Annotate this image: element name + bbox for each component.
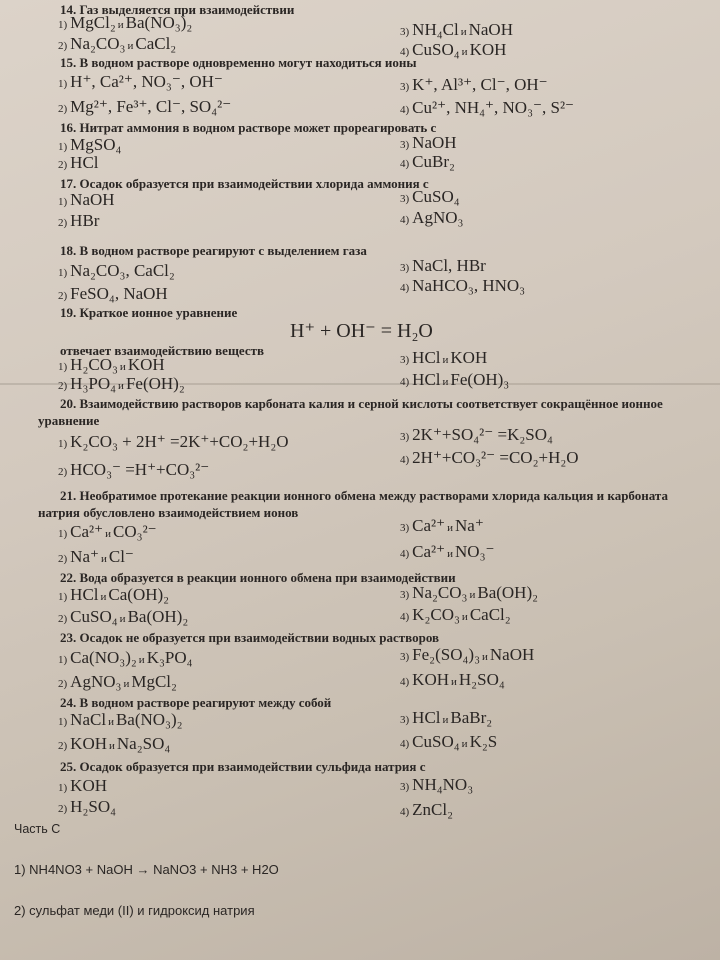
option-substance-a: CuSO₄ — [412, 40, 460, 59]
option-substance-a: KOH — [70, 776, 108, 795]
option-number: 1) — [58, 438, 68, 450]
q18-option-4 — [400, 276, 525, 296]
q17-option-3 — [400, 187, 460, 207]
option-substance-a: NaCl, HBr — [412, 256, 486, 275]
option-number: 1) — [58, 716, 68, 728]
option-number: 4) — [400, 738, 410, 750]
option-substance-b: Ba(OH)₂ — [127, 607, 189, 626]
option-substance-a: FeSO₄, NaOH — [70, 284, 168, 303]
option-substance-a: H₂CO₃ — [70, 355, 118, 374]
option-number: 3) — [400, 781, 410, 793]
option-substance-b: CO₃²⁻ — [113, 522, 157, 541]
option-substance-a: HCl — [70, 585, 99, 604]
option-number: 1) — [58, 78, 68, 90]
option-substance-a: AgNO₃ — [70, 672, 122, 691]
q19-option-3 — [400, 348, 487, 368]
option-number: 2) — [58, 40, 68, 52]
option-number: 4) — [400, 158, 410, 170]
q15-option-4 — [400, 98, 574, 118]
q24-option-2 — [58, 734, 170, 754]
option-number: 3) — [400, 193, 410, 205]
q16-option-4 — [400, 152, 455, 172]
q22-text: 22. Вода образуется в реакции ионного обмена при взаимодействии — [60, 570, 456, 585]
option-number: 2) — [58, 380, 68, 392]
option-number: 4) — [400, 46, 410, 58]
option-conjunction: и — [461, 611, 468, 623]
option-conjunction: и — [105, 528, 112, 540]
option-conjunction: и — [447, 548, 454, 560]
option-number: 3) — [400, 714, 410, 726]
option-conjunction: и — [461, 738, 468, 750]
q19-option-2 — [58, 374, 185, 394]
option-substance-b: Fe(OH)₃ — [450, 370, 510, 389]
q16-option-3 — [400, 133, 457, 153]
option-substance-a: KOH — [70, 734, 108, 753]
option-substance-b: Na₂SO₄ — [116, 734, 171, 753]
option-substance-a: CuSO₄ — [70, 607, 118, 626]
option-number: 1) — [58, 267, 68, 279]
option-number: 2) — [58, 466, 68, 478]
q15-option-2 — [58, 97, 231, 117]
option-conjunction: и — [119, 361, 126, 373]
option-substance-a: 2H⁺+CO₃²⁻ =CO₂+H₂O — [412, 448, 579, 467]
q23-option-3 — [400, 645, 534, 665]
q15-option-1 — [58, 72, 223, 92]
option-conjunction: и — [117, 19, 124, 31]
option-substance-a: K⁺, Al³⁺, Cl⁻, OH⁻ — [412, 75, 548, 94]
option-substance-a: HCO₃⁻ =H⁺+CO₃²⁻ — [70, 460, 210, 479]
option-number: 1) — [58, 654, 68, 666]
option-number: 2) — [58, 740, 68, 752]
option-substance-a: H⁺, Ca²⁺, NO₃⁻, OH⁻ — [70, 72, 223, 91]
option-substance-b: Ca(OH)₂ — [108, 585, 170, 604]
option-number: 3) — [400, 354, 410, 366]
option-number: 1) — [58, 141, 68, 153]
q25-option-4 — [400, 800, 453, 820]
option-substance-a: H₃PO₄ — [70, 374, 117, 393]
option-number: 1) — [58, 591, 68, 603]
q22-option-4 — [400, 605, 511, 625]
option-substance-a: Mg²⁺, Fe³⁺, Cl⁻, SO₄²⁻ — [70, 97, 232, 116]
option-conjunction: и — [442, 376, 449, 388]
option-number: 3) — [400, 26, 410, 38]
option-substance-b: NaOH — [489, 645, 535, 664]
q20-option-3 — [400, 425, 553, 445]
q18-text: 18. В водном растворе реагируют с выделением газа — [60, 243, 367, 258]
q17-text: 17. Осадок образуется при взаимодействии хлорида аммония с — [60, 176, 429, 191]
option-substance-a: Na⁺ — [70, 547, 99, 566]
q19-option-1 — [58, 355, 165, 375]
q23-option-2 — [58, 672, 177, 692]
option-substance-a: KOH — [412, 670, 450, 689]
q24-option-1 — [58, 710, 183, 730]
q16-option-2 — [58, 153, 99, 173]
option-substance-a: HBr — [70, 211, 100, 230]
option-substance-a: NH₄Cl — [412, 20, 459, 39]
option-substance-b: Cl⁻ — [108, 547, 134, 566]
q14-option-2 — [58, 34, 176, 54]
option-substance-a: ZnCl₂ — [412, 800, 454, 819]
answer-line-2: 2) сульфат меди (II) и гидроксид натрия — [14, 903, 255, 918]
q17-option-1 — [58, 190, 115, 210]
option-conjunction: и — [447, 522, 454, 534]
option-conjunction: и — [442, 714, 449, 726]
option-conjunction: и — [451, 676, 457, 688]
q19-text: 19. Краткое ионное уравнение — [60, 305, 238, 320]
option-number: 4) — [400, 676, 410, 688]
option-number: 4) — [400, 548, 410, 560]
q25-option-2 — [58, 797, 116, 817]
option-number: 2) — [58, 553, 68, 565]
option-conjunction: и — [118, 380, 124, 392]
q20-option-2 — [58, 460, 209, 480]
option-substance-a: Na₂CO₃ — [70, 34, 126, 53]
option-substance-a: CuBr₂ — [412, 152, 455, 171]
option-substance-a: MgCl₂ — [70, 13, 116, 32]
option-number: 4) — [400, 376, 410, 388]
option-substance-b: CaCl₂ — [135, 34, 177, 53]
q22-option-1 — [58, 585, 169, 605]
option-number: 2) — [58, 678, 68, 690]
option-substance-a: Ca²⁺ — [412, 516, 446, 535]
q25-option-3 — [400, 775, 473, 795]
q24-option-4 — [400, 732, 497, 752]
option-substance-a: NaCl — [70, 710, 107, 729]
q18-option-2 — [58, 284, 168, 304]
option-substance-a: AgNO₃ — [412, 208, 464, 227]
q14-option-1 — [58, 13, 192, 33]
option-number: 2) — [58, 217, 68, 229]
option-substance-b: H₂SO₄ — [458, 670, 505, 689]
option-substance-a: CuSO₄ — [412, 732, 460, 751]
option-number: 3) — [400, 589, 410, 601]
option-conjunction: и — [442, 354, 449, 366]
option-conjunction: и — [100, 553, 107, 565]
option-number: 1) — [58, 196, 68, 208]
option-number: 2) — [58, 290, 68, 302]
option-substance-b: KOH — [127, 355, 165, 374]
option-number: 3) — [400, 262, 410, 274]
option-substance-b: KOH — [469, 40, 507, 59]
option-substance-a: MgSO₄ — [70, 135, 122, 154]
option-substance-b: Na⁺ — [455, 516, 484, 535]
option-substance-a: K₂CO₃ — [412, 605, 460, 624]
q21-option-3 — [400, 516, 484, 536]
option-substance-b: KOH — [450, 348, 488, 367]
option-substance-a: NaHCO₃, HNO₃ — [412, 276, 526, 295]
option-number: 1) — [58, 528, 68, 540]
q14-option-3 — [400, 20, 513, 40]
option-substance-a: CuSO₄ — [412, 187, 460, 206]
q18-option-3 — [400, 256, 486, 276]
option-conjunction: и — [119, 613, 126, 625]
q25-option-1 — [58, 776, 107, 796]
option-substance-a: Ca²⁺ — [70, 522, 104, 541]
option-number: 4) — [400, 214, 410, 226]
option-number: 4) — [400, 104, 410, 116]
option-substance-b: Fe(OH)₂ — [125, 374, 185, 393]
option-number: 2) — [58, 803, 68, 815]
q21-option-1 — [58, 522, 157, 542]
option-substance-a: NaOH — [412, 133, 457, 152]
option-substance-b: Ba(OH)₂ — [477, 583, 539, 602]
q25-text: 25. Осадок образуется при взаимодействии сульфида натрия с — [60, 759, 426, 774]
option-substance-a: HCl — [412, 370, 441, 389]
option-substance-a: HCl — [412, 348, 441, 367]
option-substance-a: HCl — [412, 708, 441, 727]
q22-option-2 — [58, 607, 188, 627]
option-conjunction: и — [138, 654, 145, 666]
q20-text-continued: уравнение — [38, 413, 100, 428]
q24-option-3 — [400, 708, 492, 728]
option-number: 3) — [400, 522, 410, 534]
q21-text: 21. Необратимое протекание реакции ионного обмена между растворами хлорида кальция и карбоната — [60, 488, 668, 503]
option-conjunction: и — [100, 591, 107, 603]
option-number: 1) — [58, 782, 68, 794]
q14-text: 14. Газ выделяется при взаимодействии — [60, 2, 295, 17]
option-number: 3) — [400, 651, 410, 663]
option-number: 1) — [58, 361, 68, 373]
option-substance-a: K₂CO₃ + 2H⁺ =2K⁺+CO₂+H₂O — [70, 432, 289, 451]
option-number: 4) — [400, 806, 410, 818]
q21-text-continued: натрия обусловлено взаимодействием ионов — [38, 505, 299, 520]
option-substance-a: NH₄NO₃ — [412, 775, 474, 794]
option-substance-b: CaCl₂ — [469, 605, 511, 624]
option-conjunction: и — [127, 40, 134, 52]
option-substance-b: NO₃⁻ — [455, 542, 495, 561]
q21-option-2 — [58, 547, 134, 567]
q23-text: 23. Осадок не образуется при взаимодействии водных растворов — [60, 630, 440, 645]
option-conjunction: и — [482, 651, 488, 663]
option-substance-a: Fe₂(SO₄)₃ — [412, 645, 481, 664]
q16-option-1 — [58, 135, 121, 155]
part-c-title: Часть С — [14, 822, 61, 836]
option-substance-a: H₂SO₄ — [70, 797, 117, 816]
option-number: 1) — [58, 19, 68, 31]
option-substance-a: HCl — [70, 153, 99, 172]
option-substance-b: Ba(NO₃)₂ — [115, 710, 183, 729]
option-substance-a: Cu²⁺, NH₄⁺, NO₃⁻, S²⁻ — [412, 98, 575, 117]
option-number: 4) — [400, 454, 410, 466]
q17-option-4 — [400, 208, 463, 228]
option-number: 2) — [58, 103, 68, 115]
option-number: 3) — [400, 81, 410, 93]
option-substance-b: MgCl₂ — [131, 672, 177, 691]
option-conjunction: и — [469, 589, 476, 601]
q15-option-3 — [400, 75, 548, 95]
q19-after-text: отвечает взаимодействию веществ — [60, 343, 265, 358]
option-substance-a: Na₂CO₃ — [412, 583, 468, 602]
q15-text: 15. В водном растворе одновременно могут находиться ионы — [60, 55, 417, 70]
q20-option-1 — [58, 432, 289, 452]
option-number: 2) — [58, 613, 68, 625]
answer-line-1: 1) NH4NO3 + NaOH → NaNO3 + NH3 + H2O — [14, 862, 279, 877]
q20-option-4 — [400, 448, 579, 468]
option-substance-b: K₃PO₄ — [146, 648, 193, 667]
q23-option-4 — [400, 670, 505, 690]
q16-text: 16. Нитрат аммония в водном растворе может прореагировать с — [60, 120, 437, 135]
option-substance-b: NaOH — [468, 20, 513, 39]
option-substance-a: NaOH — [70, 190, 115, 209]
q22-option-3 — [400, 583, 538, 603]
option-substance-a: Ca(NO₃)₂ — [70, 648, 137, 667]
option-number: 4) — [400, 611, 410, 623]
option-conjunction: и — [109, 740, 115, 752]
option-substance-a: 2K⁺+SO₄²⁻ =K₂SO₄ — [412, 425, 553, 444]
option-number: 3) — [400, 431, 410, 443]
q21-option-4 — [400, 542, 495, 562]
option-number: 3) — [400, 139, 410, 151]
option-number: 4) — [400, 282, 410, 294]
q20-text: 20. Взаимодействию растворов карбоната калия и серной кислоты соответствует сокращённое ионное — [60, 396, 663, 411]
option-substance-b: K₂S — [469, 732, 498, 751]
q17-option-2 — [58, 211, 99, 231]
q19-formula: H⁺ + OH⁻ = H₂O — [290, 320, 433, 342]
option-conjunction: и — [461, 46, 468, 58]
q23-option-1 — [58, 648, 193, 668]
option-number: 2) — [58, 159, 68, 171]
option-substance-b: BaBr₂ — [450, 708, 493, 727]
option-conjunction: и — [123, 678, 130, 690]
option-conjunction: и — [460, 26, 467, 38]
q18-option-1 — [58, 261, 175, 281]
option-substance-a: Ca²⁺ — [412, 542, 446, 561]
q19-option-4 — [400, 370, 509, 390]
option-substance-a: Na₂CO₃, CaCl₂ — [70, 261, 175, 280]
q24-text: 24. В водном растворе реагируют между собой — [60, 695, 332, 710]
option-conjunction: и — [108, 716, 114, 728]
option-substance-b: Ba(NO₃)₂ — [125, 13, 193, 32]
